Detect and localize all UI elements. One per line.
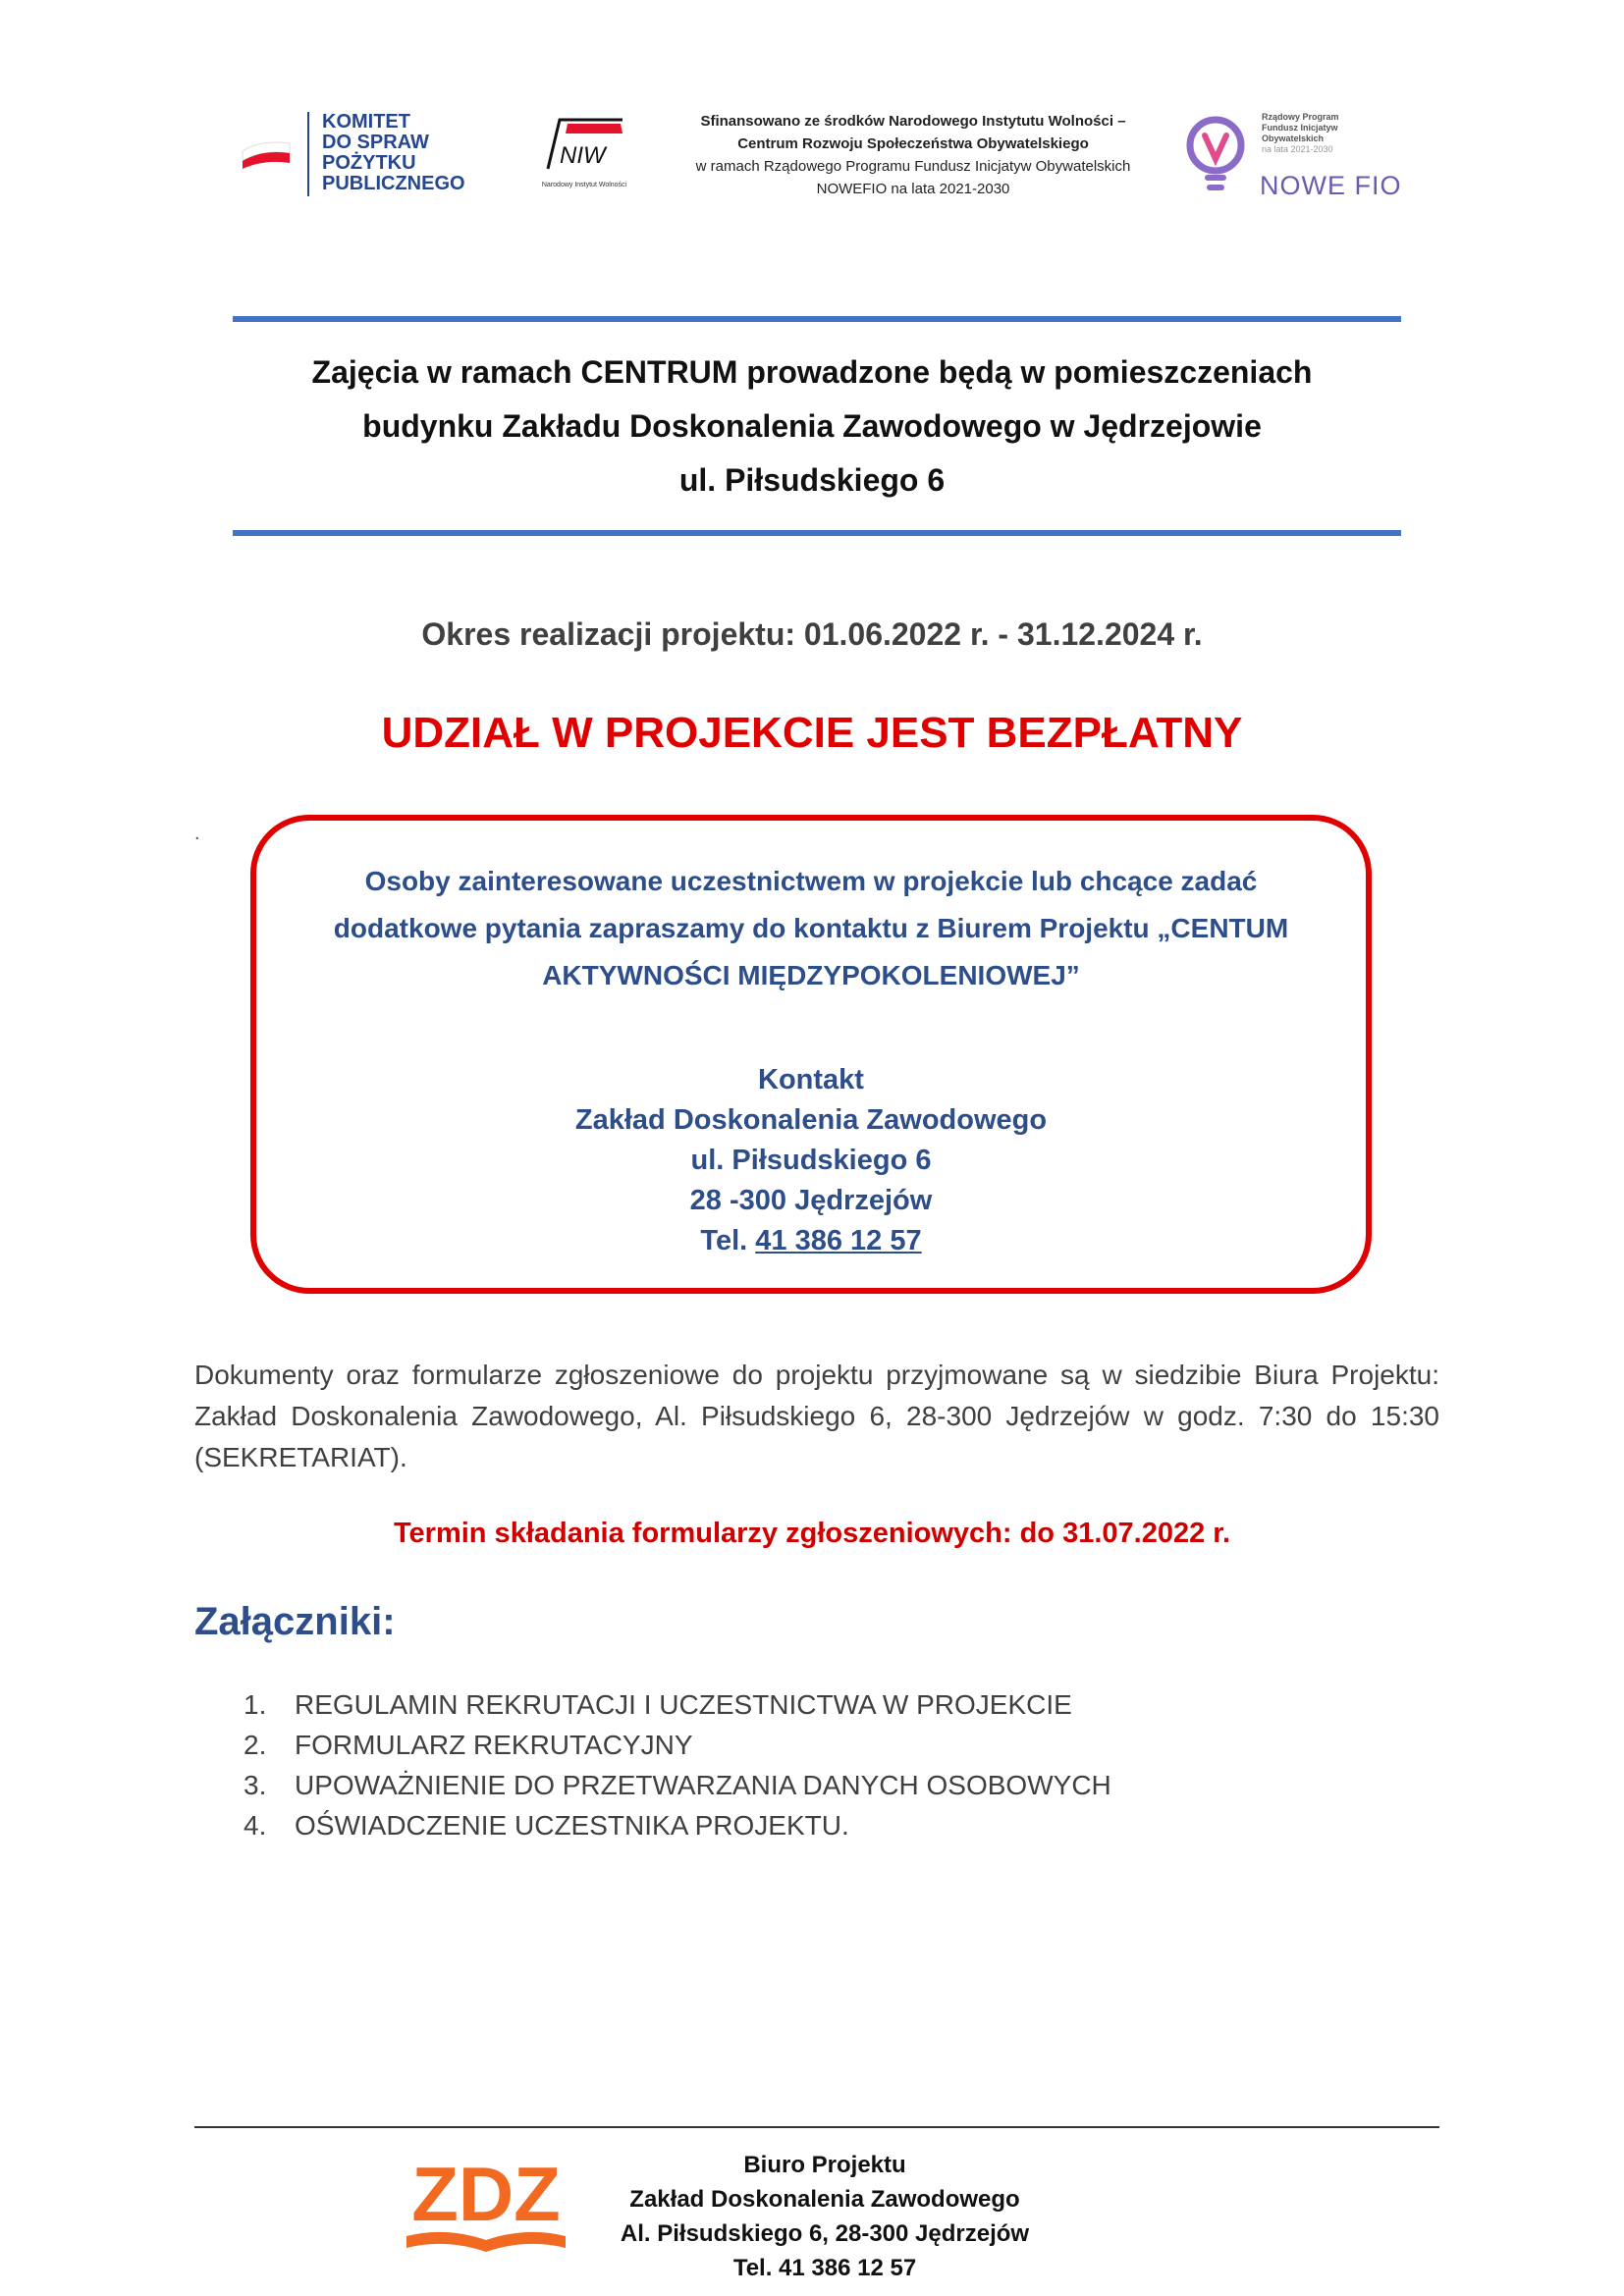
contact-street: ul. Piłsudskiego 6 (690, 1145, 932, 1176)
niw-emblem-icon (538, 114, 626, 173)
contact-org: Zakład Doskonalenia Zawodowego (574, 1104, 1048, 1136)
komitet-divider (307, 112, 309, 196)
niw-logo-text: NIW (560, 142, 606, 169)
contact-box (250, 815, 1372, 1294)
venue-statement: Zajęcia w ramach CENTRUM prowadzone będą w pomieszczeniach budynku Zakładu Doskonalenia Zawodowego w Jędrzejowie ul. Piłsudskiego 6 (311, 354, 1313, 498)
zdz-logo (399, 2150, 573, 2268)
stray-dot: . (194, 823, 200, 844)
contact-invitation: Osoby zainteresowane uczestnictwem w projekcie lub chcące zadać dodatkowe pytania zapraszamy do kontaktu z Biurem Projektu „CENTUM AKTYWNOŚCI MIĘDZYPOKOLENIOWEJ” (333, 866, 1289, 990)
zdz-logo-text: ZDZ (411, 2151, 561, 2237)
submission-deadline: Termin składania formularzy zgłoszeniowych: do 31.07.2022 r. (393, 1518, 1231, 1549)
phone-label: Tel. (700, 1225, 748, 1256)
attachment-item: 3. UPOWAŻNIENIE DO PRZETWARZANIA DANYCH OSOBOWYCH (244, 1770, 1111, 1800)
phone-link[interactable]: 41 386 12 57 (755, 1225, 922, 1256)
free-participation-notice: UDZIAŁ W PROJEKCIE JEST BEZPŁATNY (381, 709, 1243, 757)
niw-logo (530, 108, 638, 206)
fio-program-text: Rządowy Program Fundusz Inicjatyw Obywatelskich na lata 2021-2030 (1262, 112, 1339, 154)
attachments-list (244, 1684, 1324, 1845)
bottom-blue-rule (233, 530, 1401, 536)
lightbulb-icon (1183, 114, 1248, 202)
documents-paragraph: Dokumenty oraz formularze zgłoszeniowe do projektu przyjmowane są w siedzibie Biura Projektu: Zakład Doskonalenia Zawodowego, Al. Piłsudskiego 6, 28-300 Jędrzejów w godz. 7:30 do 15:30 (SEKRETARIAT). (194, 1360, 1439, 1472)
nowe-fio-logo (1183, 110, 1409, 208)
contact-city: 28 -300 Jędrzejów (689, 1185, 933, 1216)
komitet-name: KOMITET DO SPRAW POŻYTKU PUBLICZNEGO (322, 111, 465, 194)
top-blue-rule (233, 316, 1401, 322)
footer-rule (194, 2126, 1439, 2128)
contact-phone (256, 1221, 1366, 1261)
attachment-item: 2. FORMULARZ REKRUTACYJNY (244, 1730, 693, 1760)
attachment-item: 1. REGULAMIN REKRUTACJI I UCZESTNICTWA W PROJEKCIE (244, 1689, 1072, 1720)
footer-office: Biuro Projektu Zakład Doskonalenia Zawodowego Al. Piłsudskiego 6, 28-300 Jędrzejów Tel. 41 386 12 57 (620, 2152, 1030, 2281)
fio-name: NOWE FIO (1260, 171, 1402, 200)
project-period: Okres realizacji projektu: 01.06.2022 r. - 31.12.2024 r. (421, 616, 1203, 652)
contact-heading: Kontakt (758, 1064, 864, 1095)
niw-caption: Narodowy Instytut Wolności (541, 182, 627, 188)
attachments-title: Załączniki: (194, 1600, 396, 1643)
poland-flag-icon (241, 137, 292, 171)
contact-details (256, 1060, 1366, 1261)
attachment-item: 4. OŚWIADCZENIE UCZESTNIKA PROJEKTU. (244, 1810, 849, 1841)
komitet-logo (241, 108, 481, 206)
funding-statement: Sfinansowano ze środków Narodowego Instytutu Wolności – Centrum Rozwoju Społeczeństwa Obywatelskiego w ramach Rządowego Programu Fundusz Inicjatyw Obywatelskich NOWEFIO na lata 2021-2030 (695, 113, 1131, 197)
